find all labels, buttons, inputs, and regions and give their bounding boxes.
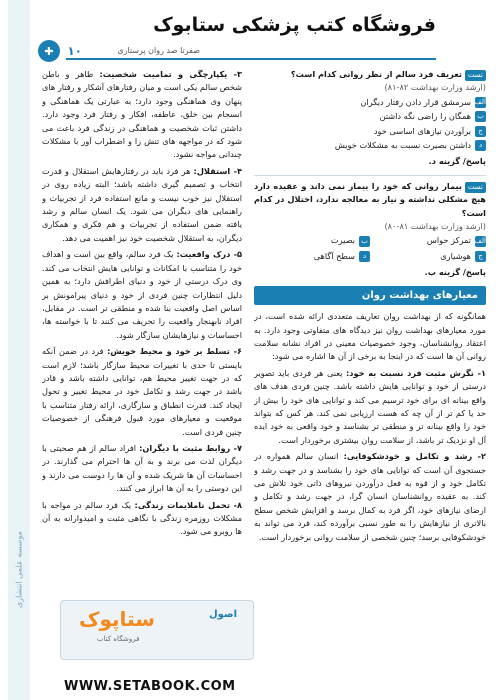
header-divider [66, 58, 436, 60]
option-text: بصیرت [330, 235, 355, 246]
question-source: (ارشد وزارت بهداشت ۸۲-۸۱) [384, 82, 486, 93]
answer: پاسخ/ گزینه ب. [424, 267, 486, 278]
page-number: ۱۰ [67, 44, 82, 58]
option-letter: ب [359, 236, 370, 247]
bottom-box [60, 600, 254, 660]
criterion-body: ظاهر و باطن شخص سالم یکی است و میان رفتارهای آشکار و رفتار های پنهان وی هماهنگی وجود دارد؛ به عبارتی یک هماهنگی و انسجام بین خلق، عاطفه، افکار و رفتار فرد وجود دارد. داشتن ثبات شخصیت و هماهنگی در زندگی فرد باعث می شود که در مواجهه های تنش زا و اضطراب آور با مشکلات چندانی مواجه نشود. [42, 69, 242, 160]
option-text: هوشیاری [440, 250, 471, 261]
option-a [254, 96, 486, 109]
option-text: سطح آگاهی [313, 250, 355, 261]
criterion-6 [42, 345, 242, 439]
option-letter: ج [475, 251, 486, 262]
publisher-logo-icon: ✚ [38, 40, 60, 62]
criterion-8 [42, 499, 242, 539]
option-text: تمرکز حواس [426, 235, 471, 246]
criterion-1 [254, 367, 486, 447]
criterion-3 [42, 68, 242, 162]
question-1 [254, 68, 486, 169]
option-letter: د [359, 251, 370, 262]
question-text: تعریف فرد سالم از نظر روانی کدام است؟ [290, 69, 462, 79]
criterion-title: ۴- استقلال: [193, 165, 242, 176]
option-d [254, 250, 370, 263]
question-2 [254, 180, 486, 280]
criterion-2 [254, 450, 486, 544]
criterion-title: ۷- روابط مثبت با دیگران: [139, 442, 242, 453]
question-source: (ارشد وزارت بهداشت ۸۱-۸۰) [384, 221, 486, 232]
side-strip [0, 0, 40, 700]
option-b [254, 234, 370, 247]
criterion-title: ۲- رشد و تکامل و خودشکوفایی: [343, 451, 486, 462]
option-text: سرمشق قرار دادن رفتار دیگران [360, 96, 471, 107]
criterion-body: یک فرد سالم، واقع بین است و اهداف خود را متناسب با امکانات و توانایی هایش انتخاب می کند. وی درک درستی از خود و دنیای اطرافش دارد؛ به همین دلیل انتظارات چنین فردی از خود و دنیای پیرامونش بر اساس اصل واقعیت بنا شده و منطقی تر است. در مقابل، افراد نابهنجار واقعیت را تحریف می کنند تا با خواسته ها، احساسات و نیازهایشان سازگار شود. [42, 249, 242, 340]
test-tag: تست [465, 182, 486, 193]
criterion-title: ۸- تحمل ناملایمات زندگی: [134, 499, 242, 510]
option-d [254, 139, 486, 152]
setabook-logo: ستاپوک [79, 607, 155, 631]
page-header [0, 0, 500, 68]
option-a [370, 234, 486, 247]
footer-url[interactable]: WWW.SETABOOK.COM [64, 679, 236, 694]
logo-subtitle: فروشگاه کتاب [97, 635, 140, 643]
option-b [254, 110, 486, 123]
page-title: فروشگاه کتب پزشکی ستابوک [153, 14, 436, 36]
bottom-box-title: اصول [208, 609, 237, 620]
side-label: موسسه علمی انتشاری [14, 531, 24, 609]
option-c [254, 125, 486, 138]
criterion-title: ۱- نگرش مثبت فرد نسبت به خود: [345, 367, 486, 378]
answer: پاسخ/ گزینه د. [428, 156, 486, 167]
criterion-body: افراد سالم از هم صحبتی با دیگران لذت می برند و به آن ها احترام می گذارند. در احساسات آن ها شریک شده و آن ها را دوست می دارند و این دوستی را به آن ها ابراز می کنند. [42, 442, 242, 494]
test-tag: تست [465, 70, 486, 81]
criterion-title: ۶- تسلط بر خود و محیط خویش: [107, 346, 242, 357]
option-c [370, 250, 486, 263]
criterion-body: فرد در ضمن آنکه بایستی تا حدی با تغییرات محیط سازگار باشد؛ لازم است که در جهت تغییر محیط هم، توانایی داشته باشد و قادر باشد در جهت رشد و تکامل خود در محیط تغییر و تحول ایجاد کند. قدرت انطباق و سازگاری، ارائه رفتار متناسب با موقعیت و معیارهای مورد قبول فرهنگی از خصوصیات چنین فردی است. [42, 346, 242, 437]
option-text: همگان را راضی نگه داشتن [379, 111, 471, 122]
criterion-4 [42, 165, 242, 245]
options-grid [254, 233, 486, 263]
criterion-7 [42, 442, 242, 496]
section-intro: همانگونه که از بهداشت روان تعاریف متعددی ارائه شده است، در مورد معیارهای بهداشت روان نیز دیدگاه های متفاوتی وجود دارد. به اعتقاد روانشناسان، وجود خصوصیات معینی در افراد نشانه سلامت روانی آن ها است که در اینجا به برخی از آن ها اشاره می شود: [254, 311, 486, 362]
section-heading: معیارهای بهداشت روان [254, 286, 486, 305]
criterion-body: یعنی هر فردی باید تصویر درستی از خود و توانایی هایش داشته باشد. چنین فردی هدف های واقع بینانه ای برای خود ترسیم می کند و توانایی های خود را بیش از حد یا کم تر از آن چه که هست ارزیابی نمی کند. هر کس که بتواند خود را واقع بینانه تر و منطقی تر بشناسد و خود واقعی به خود ایده آل او نزدیک تر باشد، از سلامت روان بیشتری برخوردار است. [254, 367, 486, 445]
criterion-body: انسان سالم همواره در جستجوی آن است که توانایی های خود را بشناسد و در جهت رشد و تکامل خود و از قوه به فعل درآوردن نیروهای ذاتی خود تلاش می کند. به عقیده روانشناسان انسان گرا، در جهت رشد و تکامل و ارضای نیازهای خود، اگر فرد به کمال برسد و افزایش شخص سطح بالاتری از نیازهایش را به طور نسبی برآورده کند، فرد می تواند به خودشکوفایی برسد؛ چنین شخصی از سلامت روانی برخوردار است. [254, 451, 486, 542]
book-subtitle: صفرتا صد روان پرستاری [117, 46, 200, 55]
option-letter: ب [475, 111, 486, 122]
option-text: داشتن بصیرت نسبت به مشکلات خویش [334, 140, 471, 151]
option-letter: ج [475, 126, 486, 137]
option-text: برآوردن نیازهای اساسی خود [373, 125, 471, 136]
option-letter: الف [474, 236, 486, 245]
right-column [254, 68, 486, 678]
criterion-title: ۳- یکپارچگی و تمامیت شخصیت: [99, 69, 242, 79]
left-column [42, 68, 242, 678]
criterion-body: هر فرد باید در رفتارهایش استقلال و قدرت انتخاب و تصمیم گیری داشته باشد؛ البته زیاده روی در استقلال نیز خوب نیست و مانع استفاده فرد از تجربیات و راهنمایی های دیگران می شود. یک انسان سالم و رشد یافته ضمن استفاده از تجربیات و هم فکری و همکاری دیگران، به استقلال شخصیت خود نیز اهمیت می دهد. [42, 165, 242, 243]
criterion-title: ۵- درک واقعیت: [176, 249, 242, 260]
option-letter: الف [474, 98, 486, 107]
option-letter: د [475, 140, 486, 151]
criterion-body: یک فرد سالم در مواجه با مشکلات روزمره زندگی با نگاهی مثبت و امیدوارانه به آن ها روبرو می شود. [42, 499, 242, 537]
question-text: بیمار روانی که خود را بیمار نمی داند و عقیده دارد هیچ مشکلی نداشته و نیاز به معالجه ندارد، اختلال در کدام است؟ [254, 180, 486, 218]
divider [254, 175, 486, 176]
criterion-5 [42, 248, 242, 342]
